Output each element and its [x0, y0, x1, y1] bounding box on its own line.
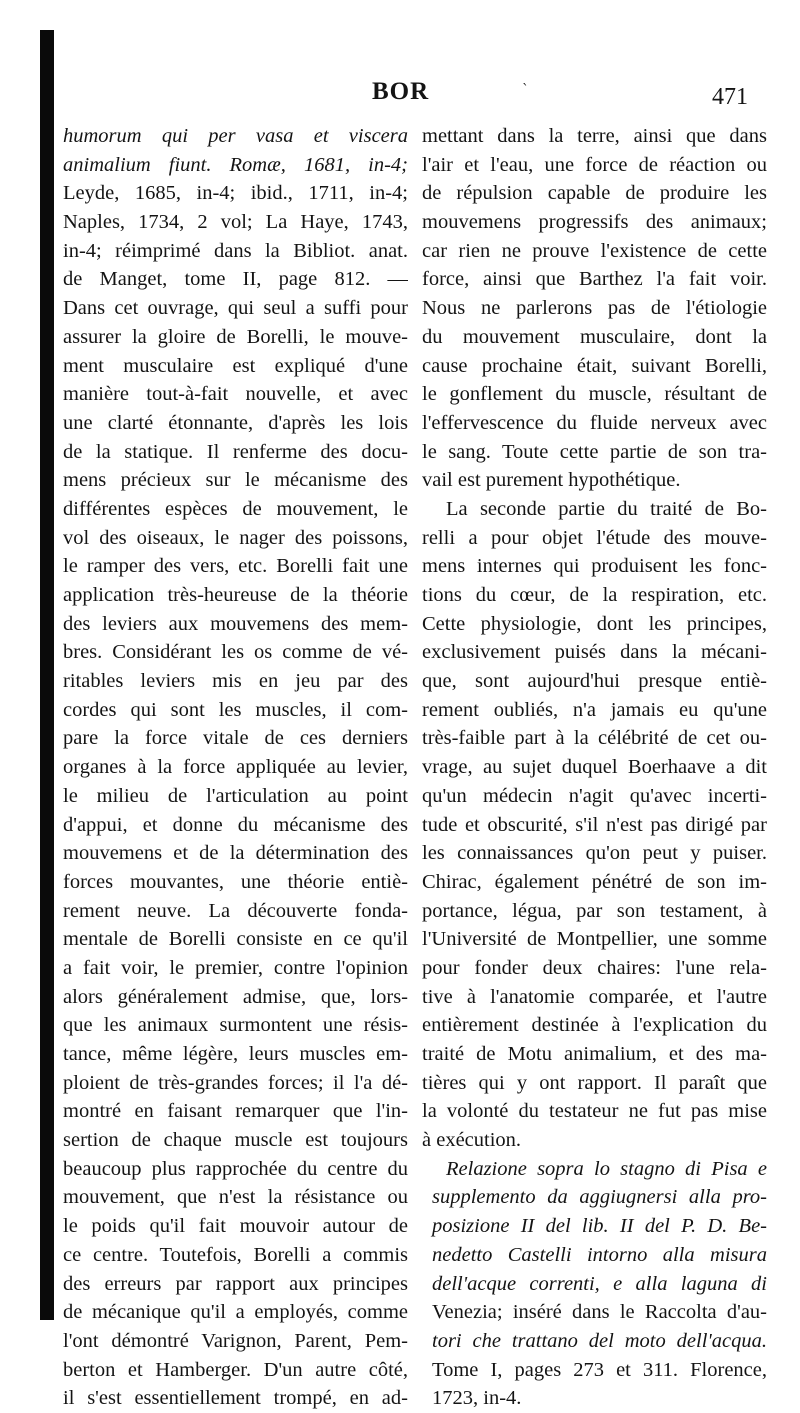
text-line: exclusivement puisés dans la mécani- [422, 641, 767, 664]
text-line: animalium fiunt. Romæ, 1681, in-4; [63, 153, 408, 176]
text-line: tori che trattano del moto dell'acqua. [432, 1329, 767, 1352]
text-line: vail est purement hypothétique. [422, 469, 681, 492]
text-line: ce centre. Toutefois, Borelli a commis [63, 1243, 408, 1266]
text-line: montré en faisant remarquer que l'in- [63, 1100, 408, 1123]
text-line: berton et Hamberger. D'un autre côté, [63, 1358, 408, 1381]
text-line: cordes qui sont les muscles, il com- [63, 698, 408, 721]
text-line: Naples, 1734, 2 vol; La Haye, 1743, [63, 211, 408, 234]
page-number: 471 [712, 84, 748, 110]
text-line: l'effervescence du fluide nerveux avec [422, 411, 767, 434]
text-line: application très-heureuse de la théorie [63, 584, 408, 606]
text-line: mouvement, que n'est la résistance ou [63, 1186, 408, 1209]
text-line: du mouvement musculaire, dont la [422, 325, 767, 348]
text-line: Tome I, pages 273 et 311. Florence, [432, 1358, 767, 1381]
text-line: le milieu de l'articulation au point [63, 784, 408, 807]
text-line: entièrement destinée à l'explication du [422, 1014, 767, 1037]
text-line: Cette physiologie, dont les principes, [422, 612, 767, 635]
text-line: mentale de Borelli consiste en ce qu'il [63, 928, 408, 951]
text-line: nedetto Castelli intorno alla misura [432, 1243, 767, 1266]
text-line: que les animaux surmontent une résis- [63, 1014, 408, 1037]
text-line: tions du cœur, de la respiration, etc. [422, 584, 767, 606]
text-line: force, ainsi que Barthez l'a fait voir. [422, 268, 767, 291]
text-line: pare la force vitale de ces derniers [63, 727, 408, 750]
text-line: dell'acque correnti, e alla laguna di [432, 1272, 767, 1295]
text-line: de répulsion capable de produire les [422, 182, 767, 205]
text-line: les connaissances qu'on peut y puiser. [422, 842, 767, 865]
text-line: manière tout-à-fait nouvelle, et avec [63, 383, 408, 406]
text-line: il s'est essentiellement trompé, en ad- [63, 1387, 408, 1410]
text-line: mouvemens et de la détermination des [63, 842, 408, 865]
text-line: posizione II del lib. II del P. D. Be- [432, 1215, 767, 1238]
text-line: supplemento da aggiugnersi alla pro- [432, 1186, 767, 1209]
text-line: Leyde, 1685, in-4; ibid., 1711, in-4; [63, 182, 408, 205]
text-line: mettant dans la terre, ainsi que dans [422, 125, 767, 147]
text-line: tance, même légère, leurs muscles em- [63, 1043, 408, 1065]
text-line: différentes espèces de mouvement, le [63, 497, 408, 520]
text-line: ment musculaire est expliqué d'une [63, 354, 408, 377]
right-column [422, 122, 767, 1413]
text-line: Nous ne parlerons pas de l'étiologie [422, 297, 767, 320]
text-line: pour fonder deux chaires: l'une rela- [422, 956, 767, 979]
text-line: Relazione sopra lo stagno di Pisa e [446, 1157, 767, 1180]
text-line: de la statique. Il renferme des docu- [63, 440, 408, 463]
text-line: sertion de chaque muscle est toujours [63, 1129, 408, 1152]
text-line: beaucoup plus rapprochée du centre du [63, 1157, 408, 1180]
text-line: mouvemens progressifs des animaux; [422, 211, 767, 234]
text-line: l'air et l'eau, une force de réaction ou [422, 153, 767, 176]
text-line: très-faible part à la célébrité de cet ou- [422, 727, 767, 750]
text-line: organes à la force appliquée au levier, [63, 756, 408, 779]
text-line: vrage, au sujet duquel Boerhaave a dit [422, 756, 767, 779]
text-line: tude et obscurité, s'il n'est pas dirigé par [422, 813, 767, 836]
text-line: mens internes qui produisent les fonc- [422, 555, 767, 578]
text-line: humorum qui per vasa et viscera [63, 125, 408, 147]
text-line: forces mouvantes, une théorie entiè- [63, 870, 408, 893]
text-line: des leviers aux mouvemens des mem- [63, 612, 408, 635]
text-line: tive à l'anatomie comparée, et l'autre [422, 985, 767, 1008]
text-line: tières qui y ont rapport. Il paraît que [422, 1071, 767, 1094]
text-line: Chirac, également pénétré de son im- [422, 870, 767, 893]
text-line: le poids qu'il fait mouvoir autour de [63, 1215, 408, 1238]
text-line: bres. Considérant les os comme de vé- [63, 641, 408, 664]
text-line: rement neuve. La découverte fonda- [63, 899, 408, 922]
text-line: le gonflement du muscle, résultant de [422, 383, 767, 406]
text-line: relli a pour objet l'étude des mouve- [422, 526, 767, 549]
text-line: l'ont démontré Varignon, Parent, Pem- [63, 1329, 408, 1352]
text-line: a fait voir, le premier, contre l'opinion [63, 956, 408, 979]
text-line: d'appui, et donne du mécanisme des [63, 813, 408, 836]
text-line: 1723, in-4. [432, 1387, 522, 1410]
text-line: à exécution. [422, 1129, 522, 1152]
header-mark: ˋ [522, 82, 529, 98]
text-line: in-4; réimprimé dans la Bibliot. anat. [63, 239, 408, 262]
text-line: car rien ne prouve l'existence de cette [422, 239, 767, 262]
text-line: que, sont aujourd'hui presque entiè- [422, 670, 767, 693]
text-line: vol des oiseaux, le nager des poissons, [63, 526, 408, 549]
text-line: de mécanique qu'il a employés, comme [63, 1301, 408, 1324]
text-line: ploient de très-grandes forces; il l'a dé- [63, 1071, 408, 1094]
text-line: de Manget, tome II, page 812. — [63, 268, 408, 291]
text-line: l'Université de Montpellier, une somme [422, 928, 767, 951]
text-line: assurer la gloire de Borelli, le mouve- [63, 325, 408, 348]
binding-edge [40, 30, 54, 1320]
text-line: qu'un médecin n'agit qu'avec incerti- [422, 784, 767, 807]
text-line: la volonté du testateur ne fut pas mise [422, 1100, 767, 1123]
text-line: mens précieux sur le mécanisme des [63, 469, 408, 492]
text-line: Dans cet ouvrage, qui seul a suffi pour [63, 297, 408, 320]
text-line: La seconde partie du traité de Bo- [446, 497, 767, 520]
text-line: des erreurs par rapport aux principes [63, 1272, 408, 1295]
text-line: rement oubliés, n'a jamais eu qu'une [422, 698, 767, 721]
text-line: le sang. Toute cette partie de son tra- [422, 440, 767, 463]
left-column [63, 122, 408, 1413]
text-line: ritables leviers mis en jeu par des [63, 670, 408, 693]
text-line: portance, légua, par son testament, à [422, 899, 767, 922]
text-line: traité de Motu animalium, et des ma- [422, 1043, 767, 1065]
running-head: BOR [372, 78, 430, 105]
text-line: le ramper des vers, etc. Borelli fait une [63, 555, 408, 578]
text-line: cause prochaine était, suivant Borelli, [422, 354, 767, 377]
text-line: une clarté étonnante, d'après les lois [63, 411, 408, 434]
text-line: Venezia; inséré dans le Raccolta d'au- [432, 1301, 767, 1324]
text-line: alors généralement admise, que, lors- [63, 985, 408, 1008]
